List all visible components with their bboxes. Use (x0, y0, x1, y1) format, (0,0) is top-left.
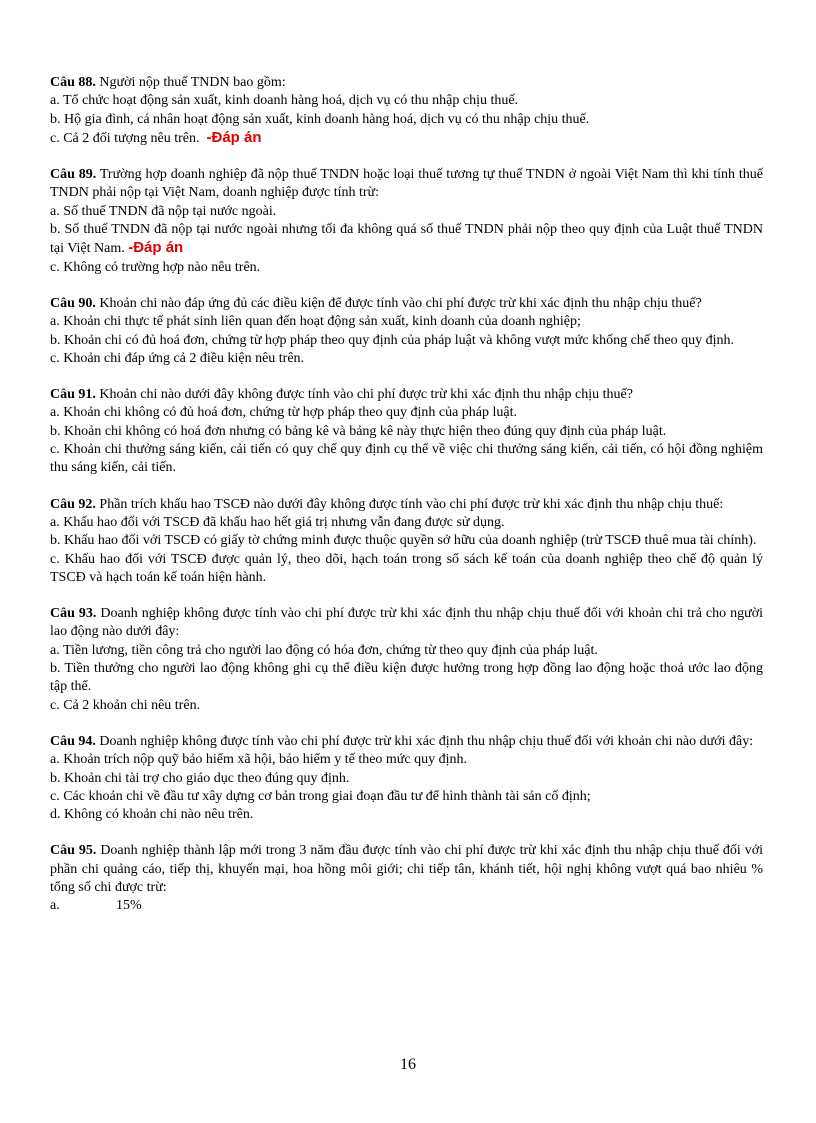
option-b: b. Hộ gia đình, cá nhân hoạt động sản xuất, kinh doanh hàng hoá, dịch vụ có thu nhập chịu thuế. (50, 111, 590, 127)
option-c: c. Cả 2 khoản chi nêu trên. (50, 697, 201, 713)
question-text: Trường hợp doanh nghiệp đã nộp thuế TNDN hoặc loại thuế tương tự thuế TNDN ở ngoài Việt Nam thì khi tính thuế TNDN phải nộp tại Việt Nam, doanh nghiệp được tính trừ: (50, 167, 764, 201)
question-94 (50, 733, 763, 824)
option-a: a. Tiền lương, tiền công trả cho người lao động có hóa đơn, chứng từ theo quy định của pháp luật. (50, 642, 598, 658)
answer-mark: -Đáp án (206, 128, 262, 146)
question-88 (50, 74, 763, 148)
option-a: a. Tổ chức hoạt động sản xuất, kinh doanh hàng hoá, dịch vụ có thu nhập chịu thuế. (50, 93, 519, 109)
option-b: b. Khoản chi không có hoá đơn nhưng có bảng kê và bảng kê này thực hiện theo đúng quy định của pháp luật. (50, 423, 667, 439)
question-90 (50, 295, 763, 368)
answer-mark: -Đáp án (128, 239, 184, 257)
question-92 (50, 496, 763, 587)
option-value: 15% (116, 898, 142, 914)
question-stem (50, 295, 763, 313)
option-c: c. Không có trường hợp nào nêu trên. (50, 259, 261, 275)
question-93 (50, 605, 763, 715)
option-b: b. Khoản chi tài trợ cho giáo dục theo đúng quy định. (50, 770, 350, 786)
option-c (50, 129, 763, 148)
question-number: Câu 94. (50, 733, 96, 749)
question-stem (50, 386, 763, 404)
option-b: b. Khấu hao đối với TSCĐ có giấy tờ chứng minh được thuộc quyền sở hữu của doanh nghiệp (trừ TSCĐ thuê mua tài chính). (50, 533, 757, 549)
question-number: Câu 95. (50, 843, 97, 859)
option-c: c. Khoản chi đáp ứng cả 2 điều kiện nêu trên. (50, 350, 305, 366)
question-number: Câu 88. (50, 75, 96, 90)
question-89 (50, 166, 763, 277)
question-number: Câu 93. (50, 606, 97, 622)
question-text: Doanh nghiệp không được tính vào chi phí được trừ khi xác định thu nhập chịu thuế đối với khoản chi trả cho người lao động nào dưới đây: (50, 606, 764, 640)
question-text: Doanh nghiệp không được tính vào chi phí được trừ khi xác định thu nhập chịu thuế đối với khoản chi nào dưới đây: (99, 733, 754, 749)
question-stem (50, 74, 763, 92)
question-number: Câu 91. (50, 387, 96, 403)
question-text: Người nộp thuế TNDN bao gồm: (99, 75, 286, 90)
question-stem (50, 166, 763, 203)
document-page (50, 74, 763, 934)
option-a: a. Khoản chi thực tế phát sinh liên quan đến hoạt động sản xuất, kinh doanh của doanh nghiệp; (50, 314, 581, 330)
option-text: b. Số thuế TNDN đã nộp tại nước ngoài nhưng tối đa không quá số thuế TNDN phải nộp theo quy định của Luật thuế TNDN tại Việt Nam. (50, 222, 763, 257)
option-a: a. Khoản chi không có đủ hoá đơn, chứng từ hợp pháp theo quy định của pháp luật. (50, 405, 517, 421)
option-letter: a. (50, 898, 60, 914)
option-c: c. Khấu hao đối với TSCĐ được quản lý, theo dõi, hạch toán trong sổ sách kế toán của doanh nghiệp theo chế độ quản lý TSCĐ và hạch toán kế toán hiện hành. (50, 551, 763, 585)
question-stem (50, 496, 763, 514)
option-c: c. Các khoản chi về đầu tư xây dựng cơ bản trong giai đoạn đầu tư để hình thành tài sản cố định; (50, 788, 591, 804)
option-c: c. Khoản chi thưởng sáng kiến, cải tiến có quy chế quy định cụ thể về việc chi thưởng sáng kiến, cải tiến, có hội đồng nghiệm thu sáng kiến, cải tiến. (50, 442, 763, 476)
question-stem (50, 733, 763, 751)
page-number: 16 (400, 1056, 416, 1073)
question-stem (50, 605, 763, 642)
option-text: c. Cả 2 đối tượng nêu trên. (50, 130, 200, 146)
question-number: Câu 92. (50, 496, 96, 512)
option-a (50, 897, 763, 915)
question-91 (50, 386, 763, 477)
question-text: Doanh nghiệp thành lập mới trong 3 năm đầu được tính vào chi phí được trừ khi xác định thu nhập chịu thuế đối với phần chi quảng cáo, tiếp thị, khuyến mại, hoa hồng môi giới; chi tiếp tân, khánh tiết, hội nghị không vượt quá bao nhiêu % tổng số chi được trừ: (50, 843, 763, 895)
option-b: b. Khoản chi có đủ hoá đơn, chứng từ hợp pháp theo quy định của pháp luật và không vượt mức khống chế theo quy định. (50, 332, 734, 348)
question-text: Phần trích khấu hao TSCĐ nào dưới đây không được tính vào chi phí được trừ khi xác định thu nhập chịu thuế: (99, 496, 724, 512)
question-number: Câu 90. (50, 295, 96, 311)
option-a: a. Khấu hao đối với TSCĐ đã khấu hao hết giá trị nhưng vẫn đang được sử dụng. (50, 514, 505, 530)
question-95 (50, 842, 763, 915)
option-a: a. Khoản trích nộp quỹ bảo hiểm xã hội, bảo hiểm y tế theo mức quy định. (50, 752, 467, 768)
question-number: Câu 89. (50, 167, 97, 183)
option-d: d. Không có khoản chi nào nêu trên. (50, 807, 254, 823)
option-a: a. Số thuế TNDN đã nộp tại nước ngoài. (50, 203, 277, 219)
question-text: Khoản chi nào đáp ứng đủ các điều kiện để được tính vào chi phí được trừ khi xác định thu nhập chịu thuế? (99, 295, 702, 311)
question-text: Khoản chi nào dưới đây không được tính vào chi phí được trừ khi xác định thu nhập chịu thuế? (99, 387, 633, 403)
question-stem (50, 842, 763, 897)
option-b (50, 221, 763, 259)
option-b: b. Tiền thưởng cho người lao động không ghi cụ thể điều kiện được hưởng trong hợp đồng lao động hoặc thoả ước lao động tập thể. (50, 661, 763, 695)
